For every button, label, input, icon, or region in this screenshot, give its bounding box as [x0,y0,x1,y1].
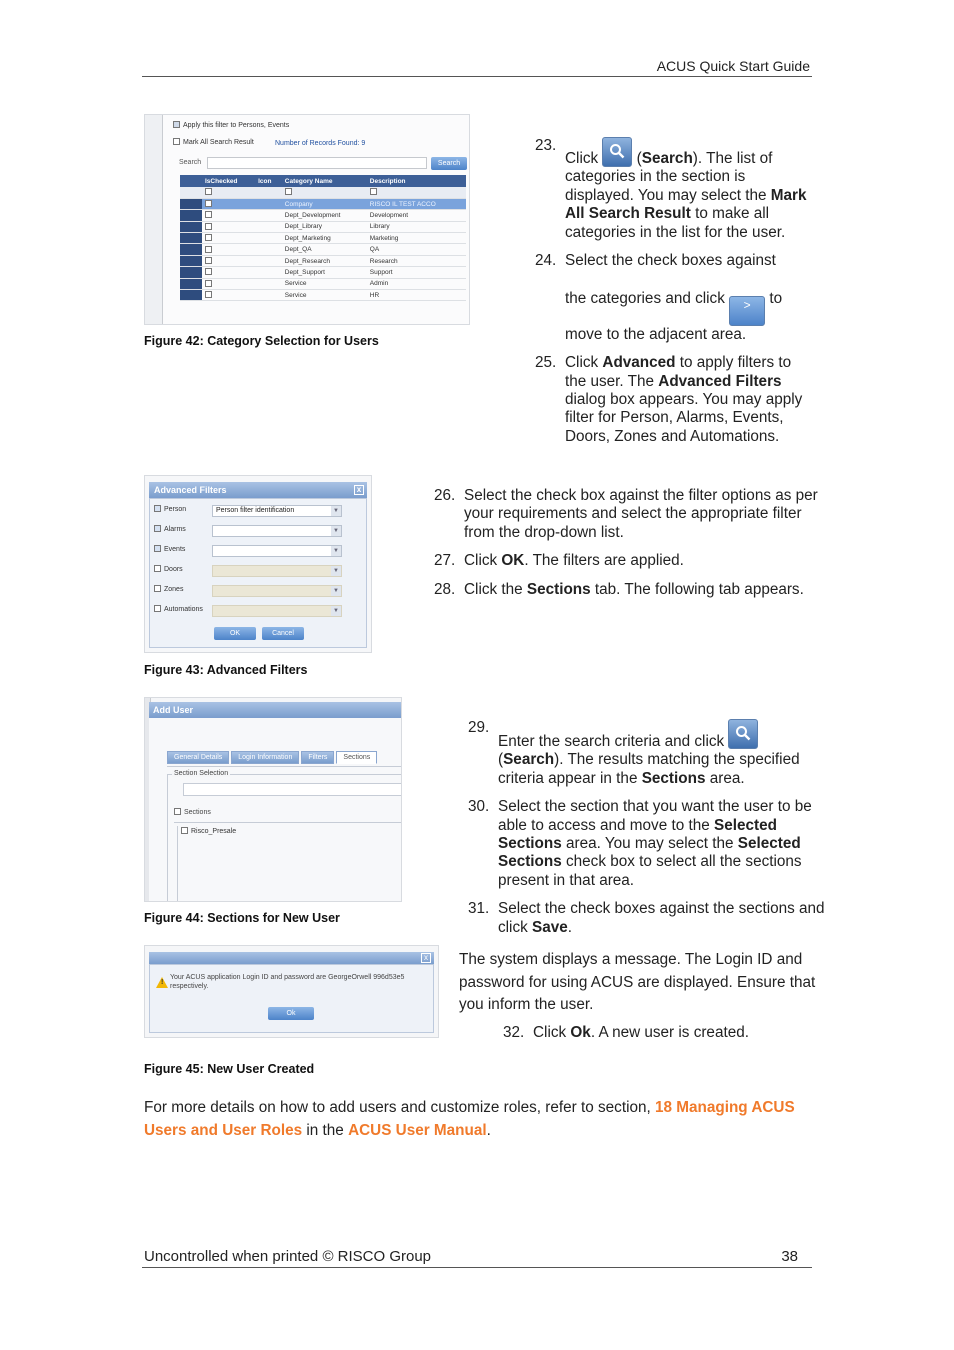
filter-alarms[interactable]: Alarms [154,525,186,533]
figure-caption: Figure 42: Category Selection for Users [144,334,379,348]
step-30: 30. Select the section that you want the user to be able to access and move to the Selected Sections area. You may select the Selected Sections check box to select all the sections present in that area. [468,798,812,889]
step-23: 23. Click (Search). The list of categories in the section is displayed. You may select the Mark All Search Result to make all categories in the list for the user. [535,137,807,241]
filter-row [180,187,466,198]
figure-advanced-filters [144,475,372,653]
table-row[interactable]: Dept_Marketing Marketing [180,233,466,244]
step-32-block [503,1024,823,1052]
filter-person[interactable]: Person [154,505,186,513]
chevron-down-icon: ▼ [331,506,341,516]
table-row[interactable]: Dept_Support Support [180,267,466,278]
step-24: 24. Select the check boxes against the categories and click > to move to the adjacent area. [535,252,783,343]
doors-filter-dropdown [212,565,342,577]
dialog-title: Advanced Filters x [149,482,367,498]
list-item[interactable]: Risco_Presale [181,827,236,835]
search-input[interactable] [207,157,427,169]
figure-caption: Figure 45: New User Created [144,1062,315,1076]
cancel-button[interactable]: Cancel [262,627,304,640]
list-divider [174,822,402,823]
table-row[interactable]: Dept_Development Development [180,210,466,221]
system-message-paragraph: The system displays a message. The Login ID and password for using ACUS are displayed. Ensure that you inform the user. [459,951,816,1013]
section-link[interactable]: 18 Managing ACUS Users and User Roles [144,1099,795,1139]
page-number: 38 [781,1248,798,1265]
footer-copyright: Uncontrolled when printed © RISCO Group [144,1248,432,1265]
steps-29-31 [468,719,828,947]
tab-sections[interactable]: Sections [336,751,377,764]
col-category-name: Category Name [282,175,367,187]
figure-caption: Figure 44: Sections for New User [144,911,340,925]
sections-checkbox[interactable]: Sections [174,808,211,816]
filter-events[interactable]: Events [154,545,185,553]
move-right-icon: > [729,296,765,326]
figure-category-selection [144,114,470,325]
chevron-down-icon: ▼ [331,586,341,596]
tab-bar [167,751,377,764]
col-ischecked: IsChecked [202,175,255,187]
search-icon [602,137,632,167]
dialog-title: Add User [149,702,401,718]
manual-link[interactable]: ACUS User Manual [348,1121,487,1139]
automations-filter-dropdown [212,605,342,617]
chevron-down-icon: ▼ [331,606,341,616]
step-31: 31. Select the check boxes against the sections and click Save. [468,900,825,936]
ok-button[interactable]: OK [214,627,256,640]
chevron-down-icon: ▼ [331,546,341,556]
table-row[interactable]: Dept_Library Library [180,221,466,232]
table-row[interactable]: Service HR [180,290,466,301]
dialog-title [149,952,434,964]
person-filter-dropdown[interactable]: Person filter identification ▼ [212,505,342,517]
search-label: Search [179,159,202,166]
step-28: 28. Click the Sections tab. The following tab appears. [434,580,804,598]
step-32: 32. Click Ok. A new user is created. [503,1024,749,1041]
section-search-input[interactable] [183,783,402,796]
col-icon: Icon [255,175,282,187]
close-icon[interactable]: x [354,485,364,495]
tab-login-information[interactable]: Login Information [231,751,299,764]
mark-all-checkbox[interactable] [173,138,254,146]
step-27: 27. Click OK. The filters are applied. [434,552,684,570]
step-26: 26. Select the check box against the filter options as per your requirements and select the appropriate filter from the drop-down list. [434,487,818,541]
message-text: Your ACUS application Login ID and password are GeorgeOrwell 996d53e5 respectively. [170,974,405,990]
col-edit [180,175,202,187]
search-icon [728,719,758,749]
steps-26-28 [434,487,824,609]
section-selection-label: Section Selection [174,770,229,777]
records-found: Number of Records Found: 9 [275,140,366,147]
figure-sections-new-user [144,697,402,902]
apply-filter-label: Apply this filter to Persons, Events [183,122,290,129]
header-title: ACUS Quick Start Guide [656,58,810,74]
step-29: 29. Enter the search criteria and click (Search). The results matching the specified criteria appear in the Sections area. [468,719,800,787]
dialog-body [149,498,367,648]
close-icon[interactable]: x [421,953,431,963]
tab-divider [167,766,401,767]
figure-new-user-created [144,945,439,1038]
filter-zones[interactable]: Zones [154,585,183,593]
warning-icon: ! [156,977,168,988]
steps-23-25 [535,137,815,456]
figure-caption: Figure 43: Advanced Filters [144,663,308,677]
mark-all-label: Mark All Search Result [183,139,254,146]
tab-general-details[interactable]: General Details [167,751,229,764]
table-row[interactable]: Dept_Research Research [180,255,466,266]
apply-filter-option[interactable] [173,121,289,129]
header-divider [142,76,812,77]
alarms-filter-dropdown[interactable] [212,525,342,537]
filter-automations[interactable]: Automations [154,605,203,613]
filter-doors[interactable]: Doors [154,565,183,573]
left-panel-edge [145,115,163,325]
category-table [180,175,466,301]
more-details-paragraph: For more details on how to add users and customize roles, refer to section, 18 Managing ACUS Users and User Roles in the ACUS User Manual. [144,1099,795,1139]
list-edge [177,826,178,901]
events-filter-dropdown[interactable] [212,545,342,557]
chevron-down-icon: ▼ [331,566,341,576]
dialog-body [149,964,434,1033]
zones-filter-dropdown [212,585,342,597]
step-25: 25. Click Advanced to apply filters to the user. The Advanced Filters dialog box appears. You may apply filter for Person, Alarms, Events, Doors, Zones and Automations. [535,354,803,445]
table-row[interactable]: Company RISCO IL TEST ACCO [180,198,466,209]
table-row[interactable]: Service Admin [180,278,466,289]
ok-button[interactable]: Ok [268,1007,314,1020]
table-row[interactable]: Dept_QA QA [180,244,466,255]
tab-filters[interactable]: Filters [301,751,334,764]
search-button[interactable]: Search [431,157,467,170]
chevron-down-icon: ▼ [331,526,341,536]
col-description: Description [367,175,466,187]
footer-divider [142,1267,812,1268]
